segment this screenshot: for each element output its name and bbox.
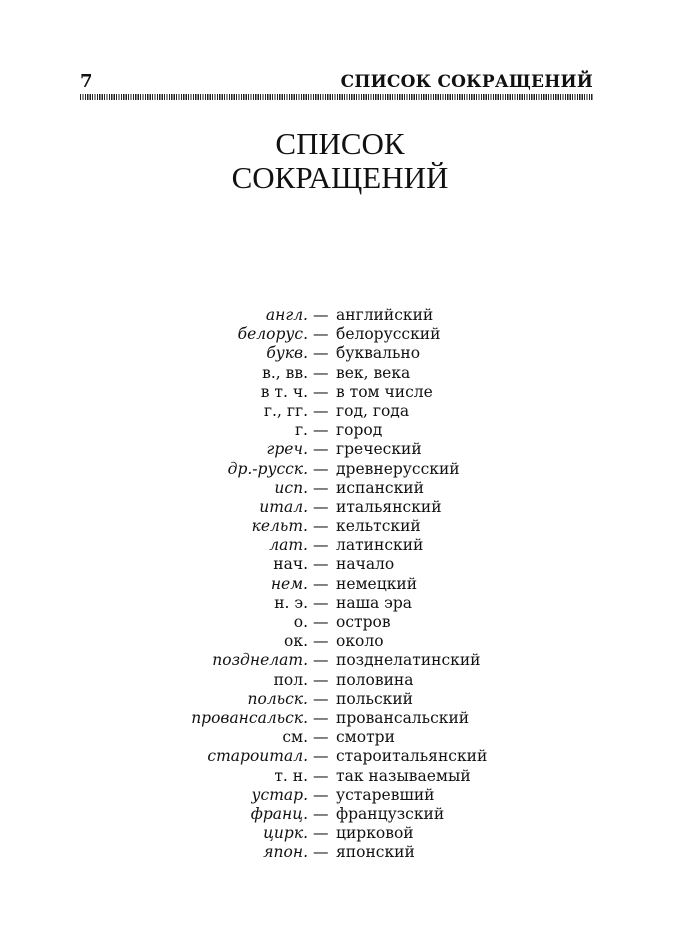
abbreviation-meaning: устаревший xyxy=(336,785,435,804)
list-item xyxy=(0,479,680,498)
page-title-line-2: СОКРАЩЕНИЙ xyxy=(231,160,449,195)
list-item xyxy=(0,383,680,402)
abbreviation-term: кельт. xyxy=(251,517,308,536)
abbreviation-meaning: наша эра xyxy=(336,593,412,612)
running-header xyxy=(80,72,593,94)
abbreviation-dash: — xyxy=(313,459,329,478)
abbreviation-dash: — xyxy=(313,421,329,440)
abbreviation-term: см. xyxy=(282,728,308,747)
abbreviation-dash: — xyxy=(313,843,329,862)
list-item xyxy=(0,651,680,670)
list-item xyxy=(0,843,680,862)
abbreviation-term: белорус. xyxy=(237,325,308,344)
abbreviation-meaning: буквально xyxy=(336,344,421,363)
abbreviation-meaning: так называемый xyxy=(336,766,471,785)
abbreviation-meaning: город xyxy=(336,421,383,440)
abbreviation-meaning: в том числе xyxy=(336,382,433,401)
list-item xyxy=(0,325,680,344)
abbreviation-meaning: немецкий xyxy=(336,574,418,593)
abbreviation-term: нач. xyxy=(273,555,308,574)
list-item xyxy=(0,402,680,421)
list-item xyxy=(0,632,680,651)
list-item xyxy=(0,805,680,824)
abbreviation-dash: — xyxy=(313,517,329,536)
list-item xyxy=(0,671,680,690)
abbreviation-term: в т. ч. xyxy=(260,382,308,401)
abbreviation-dash: — xyxy=(313,651,329,670)
list-item xyxy=(0,421,680,440)
abbreviation-meaning: итальянский xyxy=(336,497,442,516)
abbreviation-list xyxy=(0,306,680,862)
abbreviation-term: исп. xyxy=(274,478,308,497)
abbreviation-dash: — xyxy=(313,306,329,324)
abbreviation-term: г., гг. xyxy=(263,401,308,420)
abbreviation-term: устар. xyxy=(251,785,308,804)
abbreviation-term: н. э. xyxy=(274,593,308,612)
abbreviation-meaning: позднелатинский xyxy=(336,651,481,670)
abbreviation-term: в., вв. xyxy=(262,363,308,382)
list-item xyxy=(0,575,680,594)
abbreviation-dash: — xyxy=(313,708,329,727)
abbreviation-term: франц. xyxy=(250,804,308,823)
abbreviation-term: о. xyxy=(293,613,308,631)
list-item xyxy=(0,786,680,805)
abbreviation-dash: — xyxy=(313,747,329,766)
abbreviation-dash: — xyxy=(313,536,329,555)
abbreviation-dash: — xyxy=(313,613,329,631)
abbreviation-dash: — xyxy=(313,689,329,708)
abbreviation-term: староитал. xyxy=(207,747,308,766)
abbreviation-meaning: испанский xyxy=(336,478,424,497)
list-item xyxy=(0,440,680,459)
abbreviation-dash: — xyxy=(313,382,329,401)
abbreviation-meaning: половина xyxy=(336,670,414,689)
abbreviation-dash: — xyxy=(313,478,329,497)
abbreviation-dash: — xyxy=(313,632,329,651)
abbreviation-term: т. н. xyxy=(274,766,308,785)
abbreviation-term: япон. xyxy=(263,843,308,862)
abbreviation-meaning: кельтский xyxy=(336,517,421,536)
abbreviation-meaning: начало xyxy=(336,555,395,574)
abbreviation-meaning: староитальянский xyxy=(336,747,488,766)
abbreviation-term: ок. xyxy=(284,632,308,651)
list-item xyxy=(0,767,680,786)
abbreviation-term: греч. xyxy=(266,440,308,459)
abbreviation-meaning: смотри xyxy=(336,728,395,747)
abbreviation-dash: — xyxy=(313,344,329,363)
abbreviation-dash: — xyxy=(313,401,329,420)
abbreviation-dash: — xyxy=(313,804,329,823)
abbreviation-meaning: остров xyxy=(336,613,391,631)
abbreviation-dash: — xyxy=(313,670,329,689)
abbreviation-meaning: древнерусский xyxy=(336,459,460,478)
abbreviation-dash: — xyxy=(313,363,329,382)
abbreviation-meaning: цирковой xyxy=(336,824,414,843)
abbreviation-meaning: польский xyxy=(336,689,413,708)
abbreviation-dash: — xyxy=(313,728,329,747)
header-rule xyxy=(80,94,593,100)
abbreviation-term: цирк. xyxy=(263,824,308,843)
abbreviation-dash: — xyxy=(313,497,329,516)
abbreviation-meaning: латинский xyxy=(336,536,424,555)
list-item xyxy=(0,306,680,325)
abbreviation-meaning: японский xyxy=(336,843,415,862)
abbreviation-dash: — xyxy=(313,824,329,843)
list-item xyxy=(0,824,680,843)
abbreviation-term: англ. xyxy=(265,306,308,324)
abbreviation-term: позднелат. xyxy=(212,651,308,670)
abbreviation-meaning: около xyxy=(336,632,384,651)
list-item xyxy=(0,364,680,383)
page-title xyxy=(0,127,680,195)
running-title: СПИСОК СОКРАЩЕНИЙ xyxy=(340,72,593,92)
abbreviation-term: нем. xyxy=(270,574,308,593)
list-item xyxy=(0,747,680,766)
list-item xyxy=(0,555,680,574)
abbreviation-term: лат. xyxy=(269,536,308,555)
abbreviation-dash: — xyxy=(313,574,329,593)
abbreviation-dash: — xyxy=(313,593,329,612)
abbreviation-meaning: провансальский xyxy=(336,708,470,727)
abbreviation-term: польск. xyxy=(247,689,308,708)
page-title-line-1: СПИСОК xyxy=(275,126,405,161)
abbreviation-meaning: год, года xyxy=(336,401,410,420)
abbreviation-dash: — xyxy=(313,766,329,785)
abbreviation-term: итал. xyxy=(259,497,308,516)
list-item xyxy=(0,594,680,613)
abbreviation-meaning: французский xyxy=(336,804,445,823)
abbreviation-dash: — xyxy=(313,325,329,344)
list-item xyxy=(0,460,680,479)
abbreviation-dash: — xyxy=(313,785,329,804)
list-item xyxy=(0,536,680,555)
abbreviation-dash: — xyxy=(313,440,329,459)
list-item xyxy=(0,498,680,517)
list-item xyxy=(0,690,680,709)
abbreviation-term: пол. xyxy=(273,670,308,689)
list-item xyxy=(0,709,680,728)
abbreviation-meaning: греческий xyxy=(336,440,422,459)
abbreviation-meaning: английский xyxy=(336,306,434,324)
abbreviation-term: др.-русск. xyxy=(227,459,308,478)
abbreviation-meaning: белорусский xyxy=(336,325,441,344)
abbreviation-dash: — xyxy=(313,555,329,574)
list-item xyxy=(0,517,680,536)
abbreviation-term: провансальск. xyxy=(191,708,308,727)
abbreviation-meaning: век, века xyxy=(336,363,411,382)
list-item xyxy=(0,613,680,632)
list-item xyxy=(0,728,680,747)
abbreviation-term: букв. xyxy=(266,344,308,363)
page-number: 7 xyxy=(80,71,93,92)
abbreviation-term: г. xyxy=(294,421,308,440)
list-item xyxy=(0,344,680,363)
